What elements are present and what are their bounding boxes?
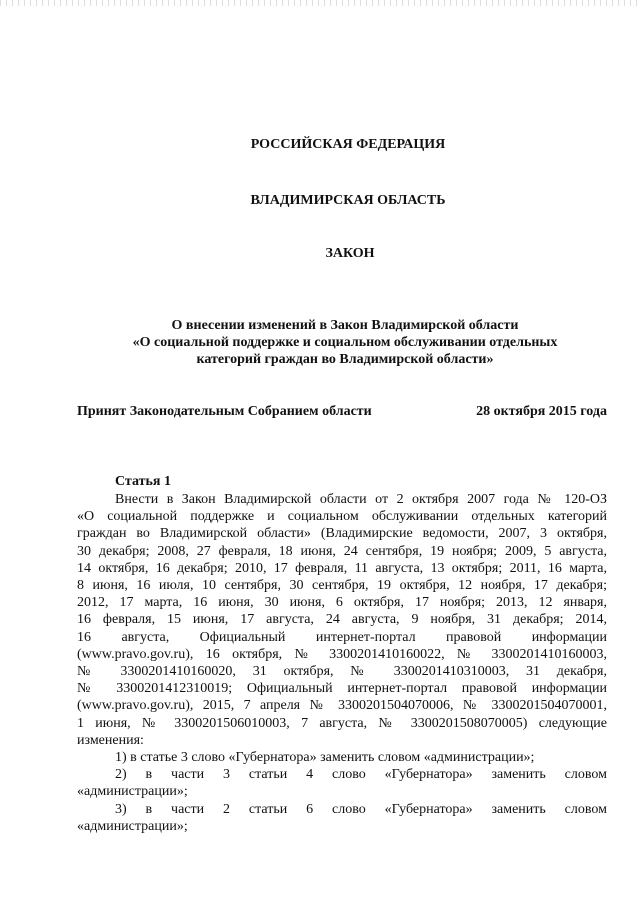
law-title — [0, 317, 640, 368]
adoption-line — [77, 404, 607, 420]
text-line: № 3300201412310019; Официальный интернет-портал правовой информации — [77, 681, 607, 697]
law-title-line: «О социальной поддержке и социальном обслуживании отдельных — [132, 335, 558, 350]
text-line: 1 июня, № 3300201506010003, 7 августа, № 3300201508070005) следующие — [77, 715, 607, 731]
region-heading: ВЛАДИМИРСКАЯ ОБЛАСТЬ — [250, 193, 446, 208]
scan-artifact — [0, 0, 640, 6]
item-line: 1) в статье 3 слово «Губернатора» заменить словом «администрации»; — [115, 750, 535, 766]
article-item — [77, 801, 607, 835]
article-title: Статья 1 — [115, 474, 171, 489]
article-item — [77, 766, 607, 800]
text-line: граждан во Владимирской области» (Владимирские ведомости, 2007, 3 октября, — [77, 526, 607, 542]
text-line: (www.pravo.gov.ru), 16 октября, № 3300201410160022, № 3300201410160003, — [77, 646, 607, 662]
article-intro — [77, 491, 607, 749]
adopted-by: Принят Законодательным Собранием области — [77, 404, 372, 419]
item-line: 2) в части 3 статьи 4 слово «Губернатора» заменить словом — [115, 767, 607, 783]
text-line: 8 июня, 16 июля, 10 сентября, 30 сентября, 19 октября, 12 ноября, 17 декабря; — [77, 578, 607, 594]
text-line: Внести в Закон Владимирской области от 2 октября 2007 года № 120-ОЗ — [115, 492, 607, 507]
text-line: 30 декабря; 2008, 27 февраля, 18 июня, 24 сентября, 19 ноября; 2009, 5 августа, — [77, 543, 607, 559]
text-line: 2012, 17 марта, 16 июня, 30 июня, 6 октября, 17 ноября; 2013, 12 января, — [77, 595, 607, 611]
text-line: 14 октября, 16 декабря; 2010, 17 февраля, 11 августа, 13 октября; 2011, 16 марта, — [77, 560, 607, 576]
text-line: № 3300201410160020, 31 октября, № 3300201410310003, 31 декабря, — [77, 664, 607, 680]
text-line: 16 августа, Официальный интернет-портал правовой информации — [77, 629, 607, 645]
text-line: «О социальной поддержке и социальном обслуживании отдельных категорий — [77, 509, 607, 525]
text-line: (www.pravo.gov.ru), 2015, 7 апреля № 3300201504070006, № 3300201504070001, — [77, 698, 607, 714]
article-item — [77, 749, 607, 766]
doc-type-heading: ЗАКОН — [325, 246, 375, 261]
adoption-date: 28 октября 2015 года — [476, 404, 607, 419]
item-line: 3) в части 2 статьи 6 слово «Губернатора» заменить словом — [115, 801, 607, 817]
text-line: 16 февраля, 15 июня, 17 августа, 24 августа, 9 ноября, 31 декабря; 2014, — [77, 612, 607, 628]
country-heading: РОССИЙСКАЯ ФЕДЕРАЦИЯ — [250, 137, 446, 152]
law-title-line: категорий граждан во Владимирской области» — [196, 352, 494, 367]
text-line: изменения: — [77, 732, 144, 748]
article-body — [77, 491, 607, 835]
item-line: «администрации»; — [77, 818, 188, 834]
item-line: «администрации»; — [77, 784, 188, 800]
law-title-line: О внесении изменений в Закон Владимирской области — [171, 318, 519, 333]
